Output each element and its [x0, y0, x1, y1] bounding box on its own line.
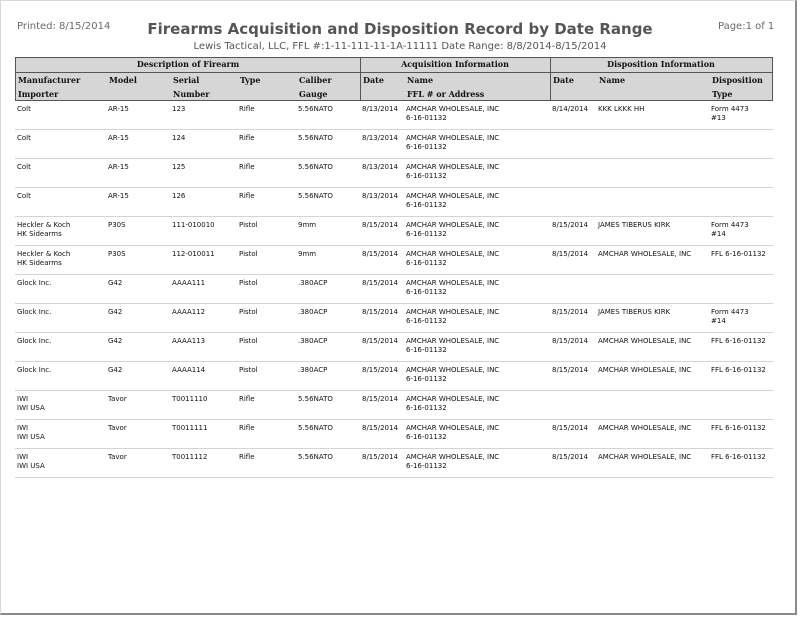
cell-caliber-line: .380ACP: [298, 337, 328, 345]
cell-type: [239, 395, 255, 404]
table-row: [15, 304, 773, 333]
cell-acquisition-date-line: 8/15/2014: [362, 337, 398, 345]
cell-acquisition-date-line: 8/13/2014: [362, 163, 398, 171]
col-caliber: Caliber: [299, 75, 332, 85]
cell-acquisition-date: [362, 453, 398, 462]
cell-model-line: Tavor: [108, 453, 127, 461]
cell-acquisition-name: [406, 134, 499, 152]
table-row: [15, 275, 773, 304]
cell-acquisition-name-line: AMCHAR WHOLESALE, INC: [406, 105, 500, 113]
report-subtitle: Lewis Tactical, LLC, FFL #:1-11-111-11-1A-11111 Date Range: 8/8/2014-8/15/2014: [193, 41, 607, 52]
group-header-disposition: Disposition Information: [550, 58, 772, 73]
cell-model-line: G42: [108, 337, 123, 345]
cell-disposition-type-line: #13: [711, 114, 726, 122]
cell-model-line: P30S: [108, 221, 126, 229]
table-body: [15, 101, 773, 478]
cell-acquisition-name-line: 6-16-01132: [406, 230, 447, 238]
cell-caliber: [298, 221, 316, 230]
cell-caliber-line: 5.56NATO: [298, 134, 333, 142]
cell-disposition-date: [552, 221, 588, 230]
cell-serial: [172, 192, 185, 201]
cell-model: [108, 105, 129, 114]
cell-acquisition-name-line: 6-16-01132: [406, 143, 447, 151]
cell-acquisition-name: [406, 221, 499, 239]
cell-manufacturer: [17, 395, 45, 413]
cell-type: [239, 424, 255, 433]
cell-serial: [172, 221, 215, 230]
cell-serial: [172, 308, 205, 317]
cell-type: [239, 366, 258, 375]
cell-type: [239, 221, 258, 230]
cell-type-line: Rifle: [239, 395, 255, 403]
cell-disposition-name-line: AMCHAR WHOLESALE, INC: [598, 250, 692, 258]
report-title: Firearms Acquisition and Disposition Record by Date Range: [147, 20, 653, 38]
cell-manufacturer-line: Heckler & Koch: [17, 221, 71, 229]
cell-manufacturer-line: Glock Inc.: [17, 366, 52, 374]
cell-serial-line: AAAA112: [172, 308, 206, 316]
cell-acquisition-name-line: AMCHAR WHOLESALE, INC: [406, 337, 500, 345]
cell-manufacturer: [17, 337, 51, 346]
cell-disposition-name-line: JAMES TIBERUS KIRK: [598, 221, 671, 229]
cell-caliber: [298, 308, 327, 317]
cell-acquisition-date: [362, 424, 398, 433]
col-model: Model: [109, 75, 137, 85]
cell-caliber: [298, 424, 333, 433]
cell-manufacturer: [17, 221, 70, 239]
cell-manufacturer-line: Glock Inc.: [17, 337, 52, 345]
col-disposition-date: Date: [553, 75, 574, 85]
cell-model: [108, 221, 126, 230]
cell-acquisition-name: [406, 337, 499, 355]
cell-serial-line: 125: [172, 163, 186, 171]
cell-acquisition-name-line: 6-16-01132: [406, 462, 447, 470]
cell-disposition-name-line: AMCHAR WHOLESALE, INC: [598, 453, 692, 461]
cell-acquisition-name: [406, 424, 499, 442]
cell-manufacturer: [17, 192, 31, 201]
cell-acquisition-name-line: AMCHAR WHOLESALE, INC: [406, 366, 500, 374]
cell-manufacturer-line: IWI: [17, 395, 29, 403]
cell-model-line: AR-15: [108, 192, 129, 200]
col-disposition-type: Type: [712, 89, 733, 99]
table-row: [15, 420, 773, 449]
cell-acquisition-name-line: AMCHAR WHOLESALE, INC: [406, 163, 500, 171]
cell-disposition-date-line: 8/15/2014: [552, 337, 588, 345]
cell-manufacturer-line: Colt: [17, 163, 31, 171]
cell-disposition-type: [711, 366, 766, 375]
cell-disposition-name: [598, 250, 691, 259]
cell-acquisition-date-line: 8/13/2014: [362, 105, 398, 113]
cell-acquisition-name-line: AMCHAR WHOLESALE, INC: [406, 250, 500, 258]
cell-acquisition-date-line: 8/15/2014: [362, 366, 398, 374]
cell-manufacturer-line: IWI USA: [17, 462, 45, 470]
cell-type: [239, 308, 258, 317]
cell-manufacturer-line: Colt: [17, 192, 31, 200]
cell-disposition-date: [552, 250, 588, 259]
cell-caliber: [298, 163, 333, 172]
cell-acquisition-name: [406, 395, 499, 413]
cell-disposition-type-line: Form 4473: [711, 221, 749, 229]
cell-disposition-name-line: AMCHAR WHOLESALE, INC: [598, 366, 692, 374]
cell-manufacturer: [17, 453, 45, 471]
cell-acquisition-date: [362, 337, 398, 346]
table-row: [15, 246, 773, 275]
cell-acquisition-date: [362, 279, 398, 288]
cell-serial-line: T0011111: [172, 424, 208, 432]
cell-disposition-name: [598, 424, 691, 433]
cell-serial: [172, 337, 205, 346]
cell-disposition-name: [598, 105, 644, 114]
col-acquisition-date: Date: [363, 75, 384, 85]
cell-acquisition-name: [406, 308, 499, 326]
cell-model: [108, 395, 127, 404]
cell-caliber: [298, 134, 333, 143]
cell-manufacturer: [17, 250, 70, 268]
cell-disposition-name: [598, 308, 670, 317]
cell-manufacturer-line: IWI: [17, 453, 29, 461]
cell-serial-line: 112-010011: [172, 250, 215, 258]
cell-disposition-name-line: AMCHAR WHOLESALE, INC: [598, 337, 692, 345]
cell-type: [239, 134, 255, 143]
cell-model-line: AR-15: [108, 105, 129, 113]
cell-model-line: Tavor: [108, 395, 127, 403]
cell-disposition-type-line: Form 4473: [711, 308, 749, 316]
group-header-firearm: Description of Firearm: [16, 58, 360, 73]
cell-disposition-date: [552, 453, 588, 462]
cell-acquisition-date-line: 8/15/2014: [362, 279, 398, 287]
cell-model-line: AR-15: [108, 163, 129, 171]
cell-disposition-date: [552, 366, 588, 375]
cell-disposition-name-line: AMCHAR WHOLESALE, INC: [598, 424, 692, 432]
col-acquisition-name: Name: [407, 75, 434, 85]
table-row: [15, 159, 773, 188]
cell-acquisition-name: [406, 366, 499, 384]
cell-caliber: [298, 105, 333, 114]
cell-model: [108, 250, 126, 259]
cell-model: [108, 163, 129, 172]
cell-model: [108, 308, 122, 317]
cell-type-line: Rifle: [239, 163, 255, 171]
cell-model: [108, 192, 129, 201]
cell-type: [239, 163, 255, 172]
cell-model: [108, 337, 122, 346]
cell-caliber: [298, 250, 316, 259]
cell-manufacturer: [17, 366, 51, 375]
cell-disposition-name: [598, 337, 691, 346]
cell-model: [108, 453, 127, 462]
cell-caliber-line: .380ACP: [298, 279, 328, 287]
cell-serial: [172, 395, 207, 404]
col-gauge: Gauge: [299, 89, 328, 99]
cell-model-line: Tavor: [108, 424, 127, 432]
cell-acquisition-name: [406, 192, 499, 210]
cell-disposition-type: [711, 453, 766, 462]
cell-serial: [172, 279, 205, 288]
cell-model-line: G42: [108, 308, 123, 316]
cell-acquisition-name-line: AMCHAR WHOLESALE, INC: [406, 221, 500, 229]
cell-disposition-name: [598, 453, 691, 462]
cell-acquisition-name-line: AMCHAR WHOLESALE, INC: [406, 395, 500, 403]
cell-model: [108, 279, 122, 288]
cell-serial-line: T0011112: [172, 453, 208, 461]
cell-type-line: Rifle: [239, 453, 255, 461]
cell-disposition-type-line: FFL 6-16-01132: [711, 366, 766, 374]
cell-acquisition-name-line: 6-16-01132: [406, 404, 447, 412]
cell-manufacturer-line: HK Sidearms: [17, 230, 62, 238]
cell-acquisition-date-line: 8/15/2014: [362, 308, 398, 316]
table-row: [15, 362, 773, 391]
cell-caliber: [298, 192, 333, 201]
table-row: [15, 391, 773, 420]
cell-manufacturer-line: Colt: [17, 134, 31, 142]
cell-manufacturer: [17, 308, 51, 317]
cell-serial: [172, 366, 205, 375]
cell-serial: [172, 105, 185, 114]
cell-disposition-date: [552, 308, 588, 317]
table-header: [15, 57, 773, 101]
cell-manufacturer: [17, 105, 31, 114]
cell-manufacturer: [17, 163, 31, 172]
cell-manufacturer-line: HK Sidearms: [17, 259, 62, 267]
cell-acquisition-date: [362, 366, 398, 375]
cell-caliber: [298, 337, 327, 346]
page-indicator: Page:1 of 1: [718, 21, 775, 32]
cell-disposition-type-line: FFL 6-16-01132: [711, 424, 766, 432]
cell-disposition-type: [711, 337, 766, 346]
cell-type: [239, 105, 255, 114]
cell-acquisition-name-line: 6-16-01132: [406, 172, 447, 180]
cell-caliber: [298, 279, 327, 288]
cell-disposition-date-line: 8/15/2014: [552, 308, 588, 316]
cell-manufacturer-line: Colt: [17, 105, 31, 113]
col-disposition: Disposition: [712, 75, 763, 85]
cell-type: [239, 192, 255, 201]
cell-serial: [172, 453, 207, 462]
table-row: [15, 101, 773, 130]
cell-disposition-type-line: #14: [711, 230, 726, 238]
cell-serial-line: 126: [172, 192, 186, 200]
printed-date: Printed: 8/15/2014: [17, 21, 111, 32]
header-divider: [550, 58, 551, 100]
cell-model: [108, 134, 129, 143]
table-row: [15, 333, 773, 362]
cell-type-line: Pistol: [239, 279, 258, 287]
cell-manufacturer-line: Heckler & Koch: [17, 250, 71, 258]
cell-model: [108, 366, 122, 375]
cell-acquisition-name-line: AMCHAR WHOLESALE, INC: [406, 424, 500, 432]
cell-serial-line: 124: [172, 134, 186, 142]
cell-disposition-date-line: 8/15/2014: [552, 453, 588, 461]
cell-acquisition-name-line: 6-16-01132: [406, 259, 447, 267]
header-divider: [360, 58, 361, 100]
cell-disposition-type: [711, 105, 749, 123]
cell-caliber-line: 5.56NATO: [298, 105, 333, 113]
cell-disposition-date-line: 8/14/2014: [552, 105, 588, 113]
cell-caliber-line: 9mm: [298, 250, 317, 258]
cell-disposition-name-line: KKK LKKK HH: [598, 105, 645, 113]
cell-manufacturer: [17, 424, 45, 442]
cell-type-line: Rifle: [239, 134, 255, 142]
cell-acquisition-date-line: 8/15/2014: [362, 221, 398, 229]
cell-disposition-type-line: Form 4473: [711, 105, 749, 113]
cell-model-line: AR-15: [108, 134, 129, 142]
cell-disposition-type: [711, 424, 766, 433]
cell-disposition-type-line: FFL 6-16-01132: [711, 337, 766, 345]
cell-disposition-date-line: 8/15/2014: [552, 221, 588, 229]
cell-serial-line: AAAA114: [172, 366, 206, 374]
cell-type-line: Rifle: [239, 192, 255, 200]
cell-acquisition-name: [406, 453, 499, 471]
cell-caliber-line: 5.56NATO: [298, 424, 333, 432]
cell-disposition-name: [598, 221, 670, 230]
cell-acquisition-name: [406, 163, 499, 181]
col-serial-number: Number: [173, 89, 210, 99]
cell-disposition-type: [711, 250, 766, 259]
cell-caliber-line: .380ACP: [298, 366, 328, 374]
cell-serial-line: 123: [172, 105, 186, 113]
cell-manufacturer-line: Glock Inc.: [17, 279, 52, 287]
table-row: [15, 217, 773, 246]
cell-caliber-line: 5.56NATO: [298, 192, 333, 200]
cell-serial: [172, 424, 207, 433]
cell-type-line: Pistol: [239, 250, 258, 258]
cell-acquisition-date: [362, 250, 398, 259]
col-disposition-name: Name: [599, 75, 626, 85]
cell-manufacturer-line: IWI: [17, 424, 29, 432]
cell-acquisition-name-line: 6-16-01132: [406, 346, 447, 354]
cell-disposition-type-line: FFL 6-16-01132: [711, 453, 766, 461]
col-manufacturer: Manufacturer: [18, 75, 81, 85]
cell-acquisition-name-line: 6-16-01132: [406, 317, 447, 325]
cell-acquisition-name-line: AMCHAR WHOLESALE, INC: [406, 134, 500, 142]
group-header-acquisition: Acquisition Information: [360, 58, 550, 73]
cell-model-line: G42: [108, 366, 123, 374]
cell-acquisition-date-line: 8/15/2014: [362, 395, 398, 403]
cell-model-line: P30S: [108, 250, 126, 258]
cell-acquisition-date-line: 8/15/2014: [362, 424, 398, 432]
cell-acquisition-date-line: 8/15/2014: [362, 250, 398, 258]
cell-acquisition-name: [406, 250, 499, 268]
cell-serial: [172, 134, 185, 143]
cell-manufacturer: [17, 134, 31, 143]
cell-acquisition-name-line: AMCHAR WHOLESALE, INC: [406, 308, 500, 316]
cell-acquisition-date-line: 8/15/2014: [362, 453, 398, 461]
cell-type-line: Rifle: [239, 105, 255, 113]
cell-serial-line: AAAA113: [172, 337, 206, 345]
cell-serial: [172, 250, 215, 259]
cell-disposition-name-line: JAMES TIBERUS KIRK: [598, 308, 671, 316]
cell-acquisition-date: [362, 395, 398, 404]
col-type: Type: [240, 75, 261, 85]
cell-disposition-date: [552, 337, 588, 346]
cell-type: [239, 250, 258, 259]
cell-acquisition-date: [362, 221, 398, 230]
cell-disposition-date-line: 8/15/2014: [552, 366, 588, 374]
cell-type: [239, 337, 258, 346]
cell-manufacturer-line: IWI USA: [17, 404, 45, 412]
cell-caliber-line: 5.56NATO: [298, 453, 333, 461]
cell-type: [239, 279, 258, 288]
cell-serial-line: T0011110: [172, 395, 208, 403]
cell-disposition-date: [552, 424, 588, 433]
cell-caliber-line: .380ACP: [298, 308, 328, 316]
cell-acquisition-date: [362, 308, 398, 317]
table-row: [15, 449, 773, 478]
cell-acquisition-date: [362, 163, 398, 172]
cell-serial: [172, 163, 185, 172]
cell-type-line: Pistol: [239, 337, 258, 345]
cell-acquisition-name: [406, 105, 499, 123]
cell-model: [108, 424, 127, 433]
cell-serial-line: AAAA111: [172, 279, 206, 287]
cell-acquisition-name-line: AMCHAR WHOLESALE, INC: [406, 453, 500, 461]
cell-acquisition-name-line: AMCHAR WHOLESALE, INC: [406, 279, 500, 287]
cell-acquisition-date: [362, 105, 398, 114]
cell-caliber: [298, 453, 333, 462]
cell-manufacturer-line: Glock Inc.: [17, 308, 52, 316]
col-serial: Serial: [173, 75, 200, 85]
cell-acquisition-name-line: 6-16-01132: [406, 201, 447, 209]
cell-caliber: [298, 395, 333, 404]
cell-manufacturer: [17, 279, 51, 288]
cell-disposition-type: [711, 308, 749, 326]
cell-disposition-type-line: #14: [711, 317, 726, 325]
table-row: [15, 130, 773, 159]
cell-disposition-name: [598, 366, 691, 375]
cell-serial-line: 111-010010: [172, 221, 215, 229]
cell-acquisition-name-line: 6-16-01132: [406, 114, 447, 122]
cell-disposition-date: [552, 105, 588, 114]
cell-acquisition-date: [362, 134, 398, 143]
cell-acquisition-name: [406, 279, 499, 297]
cell-disposition-date-line: 8/15/2014: [552, 250, 588, 258]
cell-acquisition-date: [362, 192, 398, 201]
cell-acquisition-name-line: AMCHAR WHOLESALE, INC: [406, 192, 500, 200]
cell-acquisition-date-line: 8/13/2014: [362, 134, 398, 142]
cell-caliber-line: 5.56NATO: [298, 163, 333, 171]
cell-disposition-type: [711, 221, 749, 239]
cell-type-line: Rifle: [239, 424, 255, 432]
cell-acquisition-date-line: 8/13/2014: [362, 192, 398, 200]
col-ffl-address: FFL # or Address: [407, 89, 485, 99]
cell-disposition-type-line: FFL 6-16-01132: [711, 250, 766, 258]
cell-disposition-date-line: 8/15/2014: [552, 424, 588, 432]
cell-model-line: G42: [108, 279, 123, 287]
cell-caliber-line: 9mm: [298, 221, 317, 229]
cell-type: [239, 453, 255, 462]
cell-acquisition-name-line: 6-16-01132: [406, 433, 447, 441]
cell-acquisition-name-line: 6-16-01132: [406, 375, 447, 383]
cell-caliber: [298, 366, 327, 375]
col-importer: Importer: [18, 89, 59, 99]
cell-type-line: Pistol: [239, 366, 258, 374]
cell-type-line: Pistol: [239, 221, 258, 229]
cell-acquisition-name-line: 6-16-01132: [406, 288, 447, 296]
cell-type-line: Pistol: [239, 308, 258, 316]
table-row: [15, 188, 773, 217]
cell-caliber-line: 5.56NATO: [298, 395, 333, 403]
cell-manufacturer-line: IWI USA: [17, 433, 45, 441]
